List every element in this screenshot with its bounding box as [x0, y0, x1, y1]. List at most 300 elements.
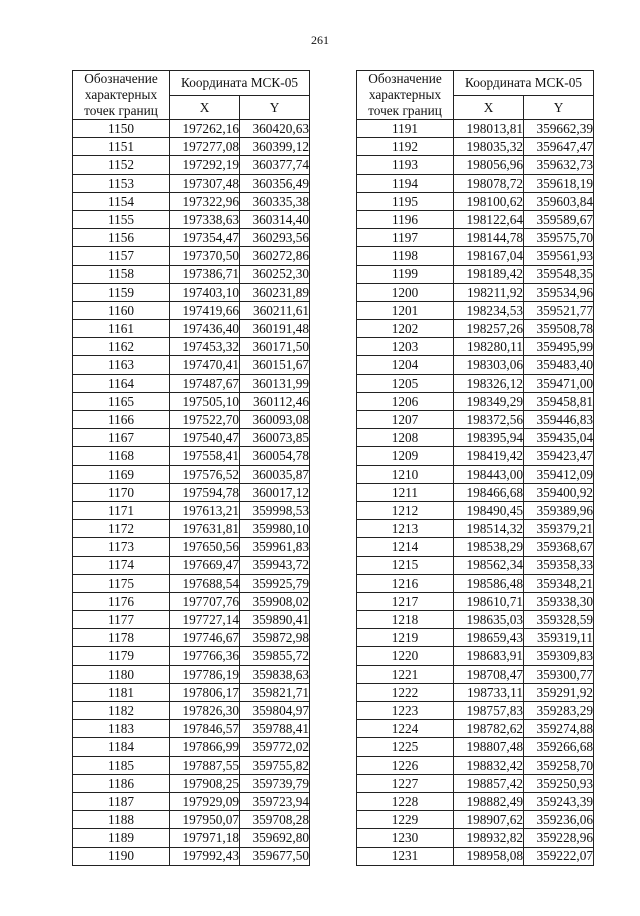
point-id-cell: 1151 [73, 138, 170, 156]
point-id-cell: 1171 [73, 501, 170, 519]
x-coordinate-cell: 197887,55 [170, 756, 240, 774]
table-row [73, 429, 310, 447]
table-row [357, 392, 594, 410]
table-row [73, 538, 310, 556]
y-coordinate-cell: 360356,49 [240, 174, 310, 192]
x-coordinate-cell: 197971,18 [170, 829, 240, 847]
y-coordinate-cell: 359647,47 [524, 138, 594, 156]
y-coordinate-cell: 359804,97 [240, 702, 310, 720]
table-row [73, 156, 310, 174]
y-coordinate-cell: 359379,21 [524, 520, 594, 538]
point-id-cell: 1209 [357, 447, 454, 465]
table-row [357, 792, 594, 810]
x-coordinate-cell: 198349,29 [454, 392, 524, 410]
x-coordinate-cell: 197307,48 [170, 174, 240, 192]
point-id-cell: 1199 [357, 265, 454, 283]
point-id-cell: 1231 [357, 847, 454, 865]
point-id-cell: 1201 [357, 301, 454, 319]
y-coordinate-cell: 360054,78 [240, 447, 310, 465]
x-coordinate-cell: 198035,32 [454, 138, 524, 156]
table-row [357, 229, 594, 247]
x-coordinate-cell: 198122,64 [454, 210, 524, 228]
table-row [73, 665, 310, 683]
x-coordinate-cell: 198078,72 [454, 174, 524, 192]
point-id-cell: 1177 [73, 611, 170, 629]
table-row [357, 156, 594, 174]
y-coordinate-cell: 359236,06 [524, 811, 594, 829]
point-id-cell: 1189 [73, 829, 170, 847]
x-coordinate-cell: 198782,62 [454, 720, 524, 738]
table-row [73, 392, 310, 410]
header-y: Y [240, 95, 310, 120]
y-coordinate-cell: 359908,02 [240, 592, 310, 610]
table-row [73, 174, 310, 192]
table-row [357, 811, 594, 829]
y-coordinate-cell: 359575,70 [524, 229, 594, 247]
table-row [357, 465, 594, 483]
table-row [357, 574, 594, 592]
table-row [73, 411, 310, 429]
x-coordinate-cell: 198257,26 [454, 320, 524, 338]
y-coordinate-cell: 359495,99 [524, 338, 594, 356]
y-coordinate-cell: 359548,35 [524, 265, 594, 283]
x-coordinate-cell: 197453,32 [170, 338, 240, 356]
x-coordinate-cell: 198326,12 [454, 374, 524, 392]
y-coordinate-cell: 360231,89 [240, 283, 310, 301]
x-coordinate-cell: 198733,11 [454, 683, 524, 701]
x-coordinate-cell: 198211,92 [454, 283, 524, 301]
x-coordinate-cell: 198419,42 [454, 447, 524, 465]
x-coordinate-cell: 198538,29 [454, 538, 524, 556]
table-row [357, 647, 594, 665]
y-coordinate-cell: 359412,09 [524, 465, 594, 483]
y-coordinate-cell: 359250,93 [524, 774, 594, 792]
y-coordinate-cell: 360272,86 [240, 247, 310, 265]
table-row [73, 738, 310, 756]
point-id-cell: 1218 [357, 611, 454, 629]
x-coordinate-cell: 197631,81 [170, 520, 240, 538]
x-coordinate-cell: 197277,08 [170, 138, 240, 156]
table-row [73, 592, 310, 610]
x-coordinate-cell: 198167,04 [454, 247, 524, 265]
y-coordinate-cell: 359283,29 [524, 702, 594, 720]
point-id-cell: 1184 [73, 738, 170, 756]
x-coordinate-cell: 197746,67 [170, 629, 240, 647]
y-coordinate-cell: 360017,12 [240, 483, 310, 501]
y-coordinate-cell: 360035,87 [240, 465, 310, 483]
point-id-cell: 1200 [357, 283, 454, 301]
x-coordinate-cell: 197487,67 [170, 374, 240, 392]
table-row [357, 192, 594, 210]
point-id-cell: 1203 [357, 338, 454, 356]
table-row [357, 138, 594, 156]
point-id-cell: 1205 [357, 374, 454, 392]
point-id-cell: 1150 [73, 120, 170, 138]
y-coordinate-cell: 359755,82 [240, 756, 310, 774]
table-row [73, 611, 310, 629]
table-row [357, 702, 594, 720]
point-id-cell: 1179 [73, 647, 170, 665]
y-coordinate-cell: 359471,00 [524, 374, 594, 392]
y-coordinate-cell: 360191,48 [240, 320, 310, 338]
header-y: Y [524, 95, 594, 120]
point-id-cell: 1162 [73, 338, 170, 356]
x-coordinate-cell: 197540,47 [170, 429, 240, 447]
y-coordinate-cell: 359708,28 [240, 811, 310, 829]
point-id-cell: 1195 [357, 192, 454, 210]
table-row [73, 702, 310, 720]
y-coordinate-cell: 359243,39 [524, 792, 594, 810]
point-id-cell: 1194 [357, 174, 454, 192]
point-id-cell: 1169 [73, 465, 170, 483]
table-row [73, 465, 310, 483]
point-id-cell: 1163 [73, 356, 170, 374]
x-coordinate-cell: 197262,16 [170, 120, 240, 138]
table-row [357, 411, 594, 429]
point-id-cell: 1208 [357, 429, 454, 447]
point-id-cell: 1207 [357, 411, 454, 429]
x-coordinate-cell: 197786,19 [170, 665, 240, 683]
y-coordinate-cell: 360293,56 [240, 229, 310, 247]
x-coordinate-cell: 197929,09 [170, 792, 240, 810]
table-row [73, 283, 310, 301]
point-id-cell: 1223 [357, 702, 454, 720]
point-id-cell: 1187 [73, 792, 170, 810]
y-coordinate-cell: 359677,50 [240, 847, 310, 865]
y-coordinate-cell: 359788,41 [240, 720, 310, 738]
x-coordinate-cell: 198443,00 [454, 465, 524, 483]
header-coordinate: Координата МСК-05 [454, 71, 594, 96]
point-id-cell: 1175 [73, 574, 170, 592]
y-coordinate-cell: 359435,04 [524, 429, 594, 447]
table-row [73, 210, 310, 228]
x-coordinate-cell: 198466,68 [454, 483, 524, 501]
x-coordinate-cell: 197419,66 [170, 301, 240, 319]
y-coordinate-cell: 359309,83 [524, 647, 594, 665]
point-id-cell: 1197 [357, 229, 454, 247]
point-id-cell: 1212 [357, 501, 454, 519]
point-id-cell: 1225 [357, 738, 454, 756]
x-coordinate-cell: 198189,42 [454, 265, 524, 283]
table-row [357, 774, 594, 792]
x-coordinate-cell: 197866,99 [170, 738, 240, 756]
table-row [73, 301, 310, 319]
table-row [73, 774, 310, 792]
table-row [73, 720, 310, 738]
x-coordinate-cell: 198882,49 [454, 792, 524, 810]
table-row [73, 792, 310, 810]
y-coordinate-cell: 359258,70 [524, 756, 594, 774]
y-coordinate-cell: 359274,88 [524, 720, 594, 738]
y-coordinate-cell: 359423,47 [524, 447, 594, 465]
y-coordinate-cell: 360131,99 [240, 374, 310, 392]
table-row [73, 556, 310, 574]
y-coordinate-cell: 360171,50 [240, 338, 310, 356]
point-id-cell: 1188 [73, 811, 170, 829]
y-coordinate-cell: 360377,74 [240, 156, 310, 174]
y-coordinate-cell: 360399,12 [240, 138, 310, 156]
x-coordinate-cell: 198932,82 [454, 829, 524, 847]
point-id-cell: 1193 [357, 156, 454, 174]
table-row [73, 192, 310, 210]
x-coordinate-cell: 198958,08 [454, 847, 524, 865]
point-id-cell: 1178 [73, 629, 170, 647]
y-coordinate-cell: 359739,79 [240, 774, 310, 792]
x-coordinate-cell: 197669,47 [170, 556, 240, 574]
y-coordinate-cell: 359772,02 [240, 738, 310, 756]
table-row [73, 247, 310, 265]
point-id-cell: 1183 [73, 720, 170, 738]
y-coordinate-cell: 359618,19 [524, 174, 594, 192]
x-coordinate-cell: 198303,06 [454, 356, 524, 374]
table-row [73, 120, 310, 138]
x-coordinate-cell: 198013,81 [454, 120, 524, 138]
x-coordinate-cell: 197806,17 [170, 683, 240, 701]
x-coordinate-cell: 198610,71 [454, 592, 524, 610]
x-coordinate-cell: 197727,14 [170, 611, 240, 629]
y-coordinate-cell: 359521,77 [524, 301, 594, 319]
coordinates-table-right [356, 70, 594, 866]
table-row [357, 683, 594, 701]
x-coordinate-cell: 197650,56 [170, 538, 240, 556]
point-id-cell: 1160 [73, 301, 170, 319]
y-coordinate-cell: 360252,30 [240, 265, 310, 283]
point-id-cell: 1168 [73, 447, 170, 465]
y-coordinate-cell: 360335,38 [240, 192, 310, 210]
y-coordinate-cell: 359458,81 [524, 392, 594, 410]
table-row [73, 829, 310, 847]
x-coordinate-cell: 197594,78 [170, 483, 240, 501]
x-coordinate-cell: 197992,43 [170, 847, 240, 865]
y-coordinate-cell: 359890,41 [240, 611, 310, 629]
x-coordinate-cell: 197354,47 [170, 229, 240, 247]
point-id-cell: 1227 [357, 774, 454, 792]
point-id-cell: 1230 [357, 829, 454, 847]
y-coordinate-cell: 359483,40 [524, 356, 594, 374]
x-coordinate-cell: 198832,42 [454, 756, 524, 774]
table-row [73, 629, 310, 647]
table-row [73, 356, 310, 374]
point-id-cell: 1226 [357, 756, 454, 774]
point-id-cell: 1192 [357, 138, 454, 156]
point-id-cell: 1214 [357, 538, 454, 556]
table-row [73, 520, 310, 538]
point-id-cell: 1180 [73, 665, 170, 683]
y-coordinate-cell: 359266,68 [524, 738, 594, 756]
point-id-cell: 1161 [73, 320, 170, 338]
y-coordinate-cell: 359838,63 [240, 665, 310, 683]
table-row [73, 229, 310, 247]
table-row [357, 592, 594, 610]
coordinates-table-left [72, 70, 310, 866]
table-row [357, 520, 594, 538]
y-coordinate-cell: 359855,72 [240, 647, 310, 665]
point-id-cell: 1166 [73, 411, 170, 429]
table-row [357, 320, 594, 338]
table-row [357, 174, 594, 192]
point-id-cell: 1158 [73, 265, 170, 283]
point-id-cell: 1165 [73, 392, 170, 410]
y-coordinate-cell: 359534,96 [524, 283, 594, 301]
table-row [357, 374, 594, 392]
table-row [73, 756, 310, 774]
x-coordinate-cell: 198372,56 [454, 411, 524, 429]
x-coordinate-cell: 198757,83 [454, 702, 524, 720]
x-coordinate-cell: 198056,96 [454, 156, 524, 174]
y-coordinate-cell: 360073,85 [240, 429, 310, 447]
y-coordinate-cell: 359632,73 [524, 156, 594, 174]
y-coordinate-cell: 359228,96 [524, 829, 594, 847]
x-coordinate-cell: 197908,25 [170, 774, 240, 792]
table-row [357, 720, 594, 738]
point-id-cell: 1221 [357, 665, 454, 683]
x-coordinate-cell: 198562,34 [454, 556, 524, 574]
x-coordinate-cell: 197522,70 [170, 411, 240, 429]
y-coordinate-cell: 359291,92 [524, 683, 594, 701]
x-coordinate-cell: 197436,40 [170, 320, 240, 338]
point-id-cell: 1152 [73, 156, 170, 174]
x-coordinate-cell: 198280,11 [454, 338, 524, 356]
point-id-cell: 1155 [73, 210, 170, 228]
y-coordinate-cell: 360211,61 [240, 301, 310, 319]
table-row [73, 338, 310, 356]
y-coordinate-cell: 359561,93 [524, 247, 594, 265]
point-id-cell: 1164 [73, 374, 170, 392]
y-coordinate-cell: 359589,67 [524, 210, 594, 228]
point-id-cell: 1159 [73, 283, 170, 301]
table-row [73, 320, 310, 338]
x-coordinate-cell: 197613,21 [170, 501, 240, 519]
table-row [73, 811, 310, 829]
point-id-cell: 1229 [357, 811, 454, 829]
x-coordinate-cell: 198144,78 [454, 229, 524, 247]
point-id-cell: 1167 [73, 429, 170, 447]
table-row [357, 429, 594, 447]
x-coordinate-cell: 198857,42 [454, 774, 524, 792]
point-id-cell: 1224 [357, 720, 454, 738]
table-row [357, 538, 594, 556]
point-id-cell: 1217 [357, 592, 454, 610]
y-coordinate-cell: 359338,30 [524, 592, 594, 610]
header-coordinate: Координата МСК-05 [170, 71, 310, 96]
y-coordinate-cell: 359328,59 [524, 611, 594, 629]
y-coordinate-cell: 359358,33 [524, 556, 594, 574]
x-coordinate-cell: 197403,10 [170, 283, 240, 301]
point-id-cell: 1206 [357, 392, 454, 410]
y-coordinate-cell: 359222,07 [524, 847, 594, 865]
table-row [357, 447, 594, 465]
page-number: 261 [311, 33, 329, 47]
x-coordinate-cell: 197576,52 [170, 465, 240, 483]
point-id-cell: 1204 [357, 356, 454, 374]
x-coordinate-cell: 198514,32 [454, 520, 524, 538]
y-coordinate-cell: 359943,72 [240, 556, 310, 574]
point-id-cell: 1153 [73, 174, 170, 192]
y-coordinate-cell: 359603,84 [524, 192, 594, 210]
point-id-cell: 1181 [73, 683, 170, 701]
header-label: Обозначение характерных точек границ [357, 71, 454, 120]
x-coordinate-cell: 198395,94 [454, 429, 524, 447]
x-coordinate-cell: 197826,30 [170, 702, 240, 720]
point-id-cell: 1185 [73, 756, 170, 774]
table-body-right [357, 120, 594, 866]
y-coordinate-cell: 359400,92 [524, 483, 594, 501]
y-coordinate-cell: 360093,08 [240, 411, 310, 429]
point-id-cell: 1174 [73, 556, 170, 574]
y-coordinate-cell: 359821,71 [240, 683, 310, 701]
table-row [357, 247, 594, 265]
y-coordinate-cell: 359319,11 [524, 629, 594, 647]
x-coordinate-cell: 197707,76 [170, 592, 240, 610]
x-coordinate-cell: 197558,41 [170, 447, 240, 465]
point-id-cell: 1198 [357, 247, 454, 265]
x-coordinate-cell: 197766,36 [170, 647, 240, 665]
point-id-cell: 1182 [73, 702, 170, 720]
y-coordinate-cell: 359446,83 [524, 411, 594, 429]
table-row [357, 301, 594, 319]
table-row [357, 847, 594, 865]
table-row [357, 356, 594, 374]
point-id-cell: 1196 [357, 210, 454, 228]
x-coordinate-cell: 198586,48 [454, 574, 524, 592]
x-coordinate-cell: 197370,50 [170, 247, 240, 265]
table-row [73, 265, 310, 283]
table-row [357, 501, 594, 519]
y-coordinate-cell: 359368,67 [524, 538, 594, 556]
x-coordinate-cell: 197292,19 [170, 156, 240, 174]
y-coordinate-cell: 359389,96 [524, 501, 594, 519]
table-body-left [73, 120, 310, 866]
point-id-cell: 1176 [73, 592, 170, 610]
point-id-cell: 1156 [73, 229, 170, 247]
point-id-cell: 1170 [73, 483, 170, 501]
x-coordinate-cell: 197950,07 [170, 811, 240, 829]
x-coordinate-cell: 197386,71 [170, 265, 240, 283]
table-row [73, 647, 310, 665]
y-coordinate-cell: 360112,46 [240, 392, 310, 410]
point-id-cell: 1173 [73, 538, 170, 556]
x-coordinate-cell: 197688,54 [170, 574, 240, 592]
table-row [73, 847, 310, 865]
table-row [73, 683, 310, 701]
header-x: X [454, 95, 524, 120]
table-row [357, 738, 594, 756]
point-id-cell: 1186 [73, 774, 170, 792]
x-coordinate-cell: 197338,63 [170, 210, 240, 228]
table-row [357, 756, 594, 774]
table-row [357, 556, 594, 574]
x-coordinate-cell: 198708,47 [454, 665, 524, 683]
table-row [73, 374, 310, 392]
table-row [73, 138, 310, 156]
x-coordinate-cell: 198659,43 [454, 629, 524, 647]
point-id-cell: 1216 [357, 574, 454, 592]
y-coordinate-cell: 359300,77 [524, 665, 594, 683]
y-coordinate-cell: 359723,94 [240, 792, 310, 810]
table-row [357, 283, 594, 301]
point-id-cell: 1219 [357, 629, 454, 647]
point-id-cell: 1191 [357, 120, 454, 138]
y-coordinate-cell: 359980,10 [240, 520, 310, 538]
x-coordinate-cell: 197846,57 [170, 720, 240, 738]
table-row [357, 629, 594, 647]
table-row [73, 501, 310, 519]
table-row [357, 338, 594, 356]
point-id-cell: 1213 [357, 520, 454, 538]
point-id-cell: 1220 [357, 647, 454, 665]
point-id-cell: 1222 [357, 683, 454, 701]
table-row [357, 665, 594, 683]
